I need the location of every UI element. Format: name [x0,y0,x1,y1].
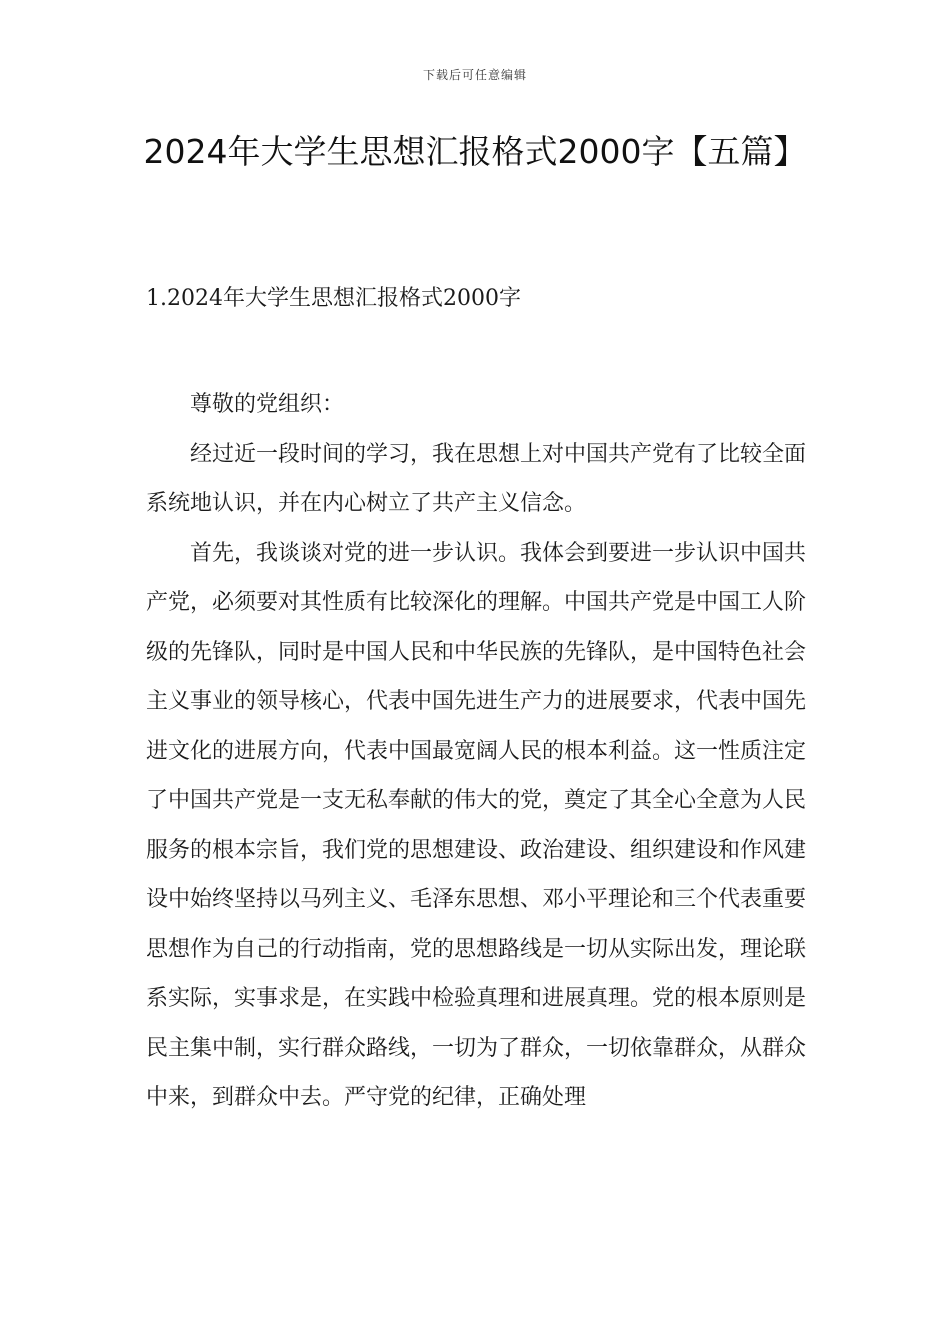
document-body [146,380,806,1123]
document-title: 2024年大学生思想汇报格式2000字【五篇】 [143,132,807,171]
salutation-paragraph: 尊敬的党组织： [190,392,345,417]
body-paragraph: 经过近一段时间的学习，我在思想上对中国共产党有了比较全面系统地认识，并在内心树立了共产主义信念。 [146,441,807,516]
header-note: 下载后可任意编辑 [422,68,527,82]
section-heading: 1.2024年大学生思想汇报格式2000字 [146,286,521,311]
body-paragraph: 首先，我谈谈对党的进一步认识。我体会到要进一步认识中国共产党，必须要对其性质有比较深化的理解。中国共产党是中国工人阶级的先锋队，同时是中国人民和中华民族的先锋队，是中国特色社会主义事业的领导核心，代表中国先进生产力的进展要求，代表中国先进文化的进展方向，代表中国最宽阔人民的根本利益。这一性质注定了中国共产党是一支无私奉献的伟大的党，奠定了其全心全意为人民服务的根本宗旨，我们党的思想建设、政治建设、组织建设和作风建设中始终坚持以马列主义、毛泽东思想、邓小平理论和三个代表重要思想作为自己的行动指南，党的思想路线是一切从实际出发，理论联系实际，实事求是，在实践中检验真理和进展真理。党的根本原则是民主集中制，实行群众路线，一切为了群众，一切依靠群众，从群众中来，到群众中去。严守党的纪律，正确处理 [146,540,807,1110]
